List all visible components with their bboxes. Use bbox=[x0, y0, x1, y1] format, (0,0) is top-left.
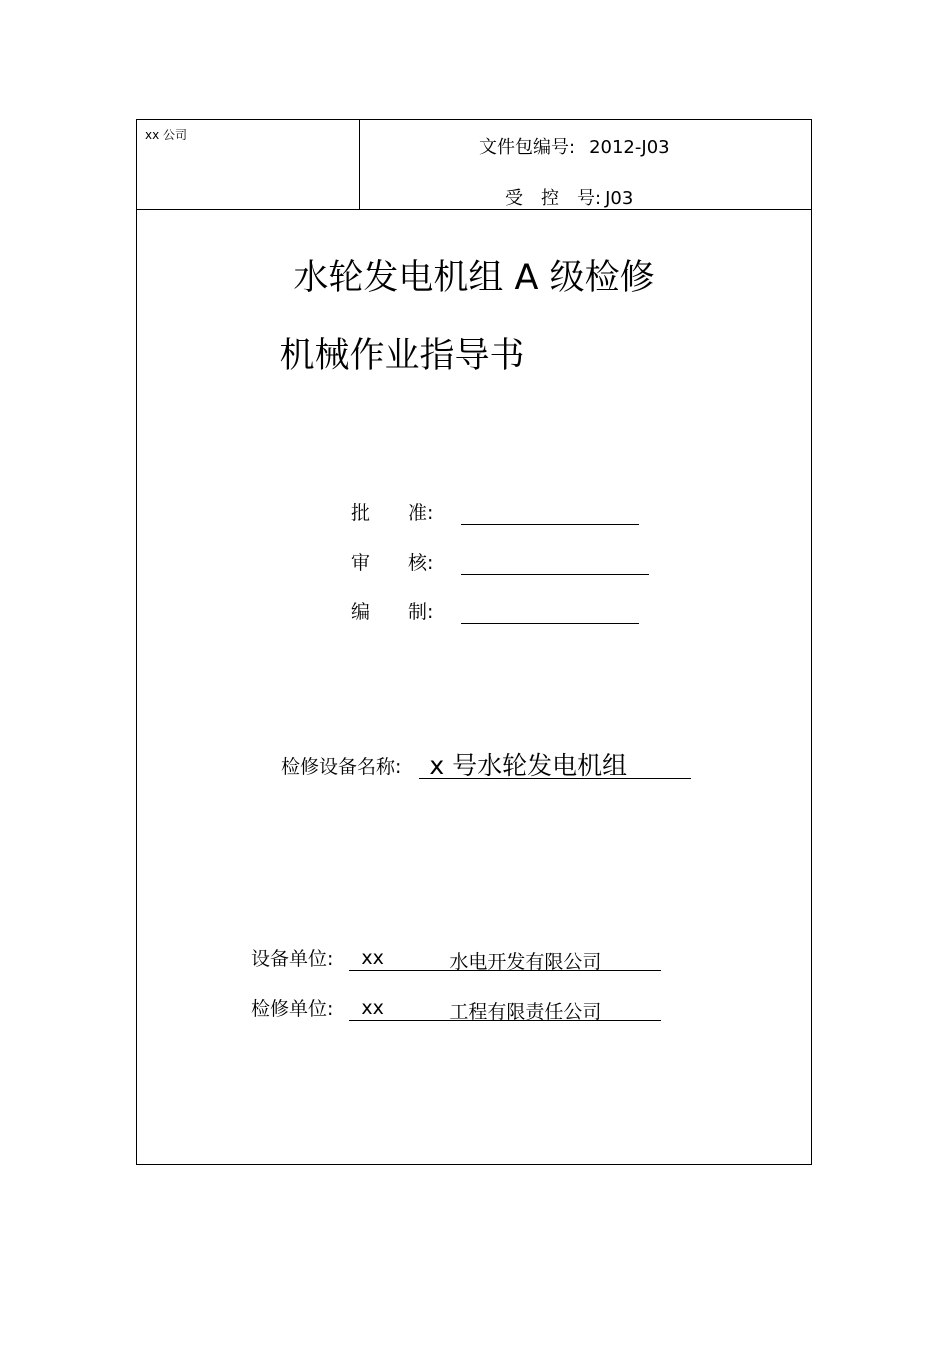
compile-label: 编 制: bbox=[351, 601, 434, 623]
maintenance-unit-prefix: xx bbox=[361, 997, 384, 1019]
review-label: 审 核: bbox=[351, 552, 434, 574]
document-number bbox=[479, 133, 670, 159]
maintenance-unit-label: 检修单位: bbox=[251, 998, 334, 1020]
document-number-label: 文件包编号: bbox=[479, 137, 576, 158]
control-number bbox=[505, 184, 633, 210]
title-line-1: 水轮发电机组 A 级检修 bbox=[293, 258, 655, 298]
title-line-2: 机械作业指导书 bbox=[279, 336, 525, 376]
equipment-label: 检修设备名称: bbox=[281, 756, 402, 778]
header-divider bbox=[359, 120, 360, 210]
maintenance-unit-field bbox=[349, 997, 661, 1021]
control-number-label: 受 控 号: bbox=[505, 188, 602, 209]
header-row bbox=[137, 120, 811, 210]
owner-unit-field bbox=[349, 947, 661, 971]
maintenance-unit-row bbox=[251, 994, 661, 1023]
owner-unit-name: 水电开发有限公司 bbox=[449, 951, 602, 973]
approve-row bbox=[351, 498, 639, 524]
company-name: xx 公司 bbox=[145, 128, 188, 142]
document-frame bbox=[136, 119, 812, 1165]
compile-blank bbox=[461, 601, 639, 624]
document-number-value: 2012-J03 bbox=[589, 137, 670, 158]
equipment-row bbox=[281, 746, 691, 778]
control-number-value: J03 bbox=[605, 188, 634, 209]
approve-label: 批 准: bbox=[351, 502, 434, 524]
compile-row bbox=[351, 597, 639, 623]
review-row bbox=[351, 548, 649, 574]
owner-unit-row bbox=[251, 944, 661, 973]
approve-blank bbox=[461, 502, 639, 525]
equipment-value: x 号水轮发电机组 bbox=[419, 746, 691, 779]
owner-unit-label: 设备单位: bbox=[251, 948, 334, 970]
maintenance-unit-name: 工程有限责任公司 bbox=[449, 1001, 602, 1023]
owner-unit-prefix: xx bbox=[361, 947, 384, 969]
review-blank bbox=[461, 552, 649, 575]
